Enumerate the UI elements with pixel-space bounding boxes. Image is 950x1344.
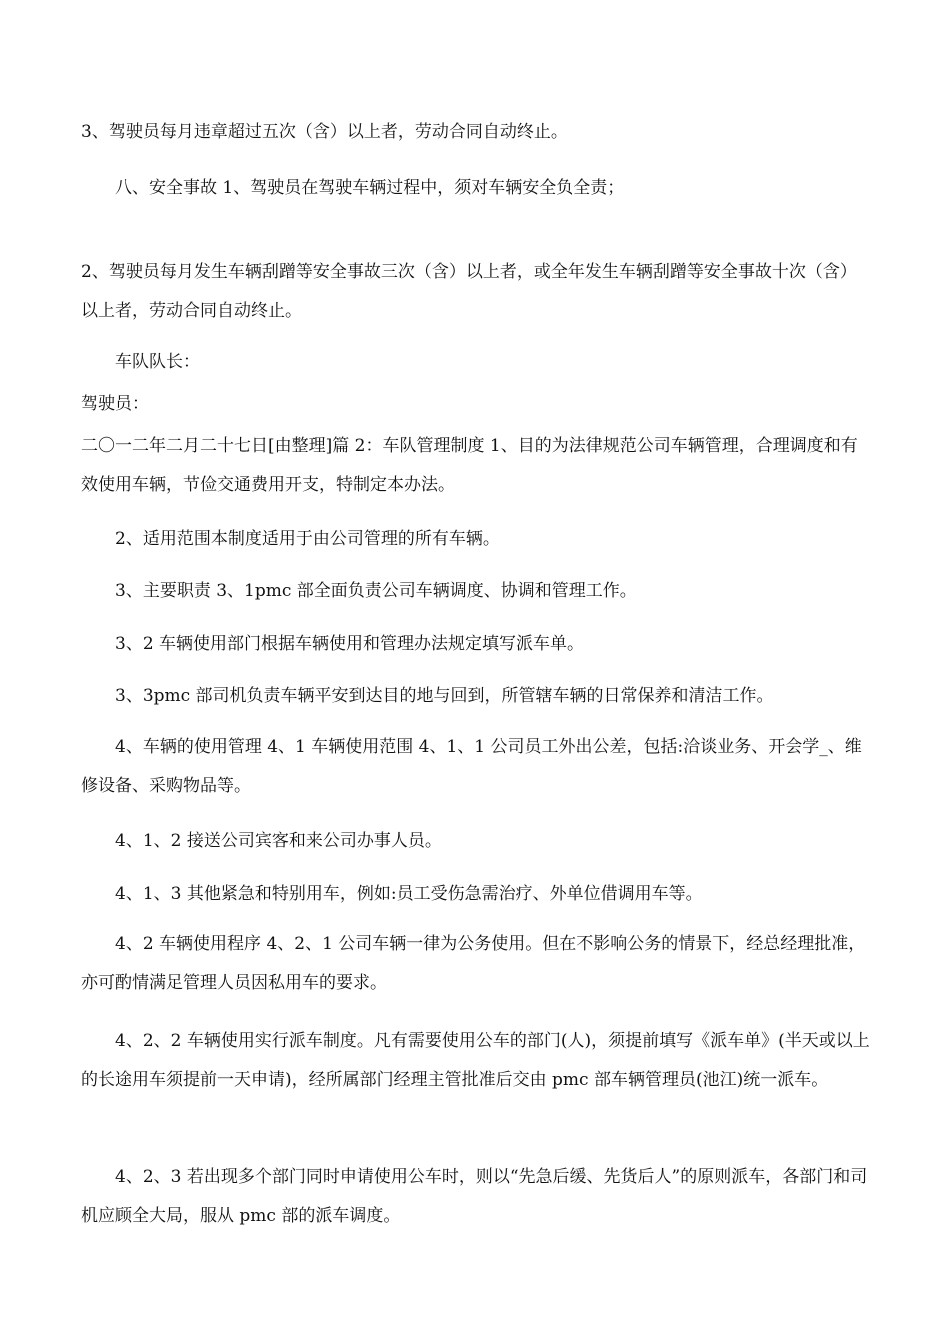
paragraph: 4、1、3 其他紧急和特别用车，例如:员工受伤急需治疗、外单位借调用车等。 xyxy=(115,884,703,904)
paragraph: 八、安全事故 1、驾驶员在驾驶车辆过程中，须对车辆安全负全责； xyxy=(115,178,625,198)
paragraph: 2、适用范围本制度适用于由公司管理的所有车辆。 xyxy=(115,529,500,549)
paragraph: 3、3pmc 部司机负责车辆平安到达目的地与回到，所管辖车辆的日常保养和清洁工作。 xyxy=(115,686,774,706)
paragraph: 3、2 车辆使用部门根据车辆使用和管理办法规定填写派车单。 xyxy=(115,634,585,654)
paragraph: 驾驶员： xyxy=(81,394,149,414)
paragraph: 4、1、2 接送公司宾客和来公司办事人员。 xyxy=(115,831,442,851)
paragraph: 3、驾驶员每月违章超过五次（含）以上者，劳动合同自动终止。 xyxy=(81,122,568,142)
paragraph: 4、车辆的使用管理 4、1 车辆使用范围 4、1、1 公司员工外出公差，包括:洽谈业务、开会学_、维修设备、采购物品等。 xyxy=(81,737,862,796)
paragraph: 4、2 车辆使用程序 4、2、1 公司车辆一律为公务使用。但在不影响公务的情景下，经总经理批准，亦可酌情满足管理人员因私用车的要求。 xyxy=(81,934,866,993)
paragraph: 3、主要职责 3、1pmc 部全面负责公司车辆调度、协调和管理工作。 xyxy=(115,581,637,601)
paragraph: 二〇一二年二月二十七日[由整理]篇 2：车队管理制度 1、目的为法律规范公司车辆管理，合理调度和有效使用车辆，节俭交通费用开支，特制定本办法。 xyxy=(81,436,858,495)
paragraph: 4、2、2 车辆使用实行派车制度。凡有需要使用公车的部门(人)，须提前填写《派车单》(半天或以上的长途用车须提前一天申请)，经所属部门经理主管批准后交由 pmc 部车辆管理员(池江)统一派车。 xyxy=(81,1031,870,1090)
paragraph: 4、2、3 若出现多个部门同时申请使用公车时，则以“先急后缓、先货后人”的原则派车，各部门和司机应顾全大局，服从 pmc 部的派车调度。 xyxy=(81,1167,868,1226)
paragraph: 车队队长： xyxy=(115,352,200,372)
paragraph: 2、驾驶员每月发生车辆刮蹭等安全事故三次（含）以上者，或全年发生车辆刮蹭等安全事故十次（含）以上者，劳动合同自动终止。 xyxy=(81,262,857,321)
